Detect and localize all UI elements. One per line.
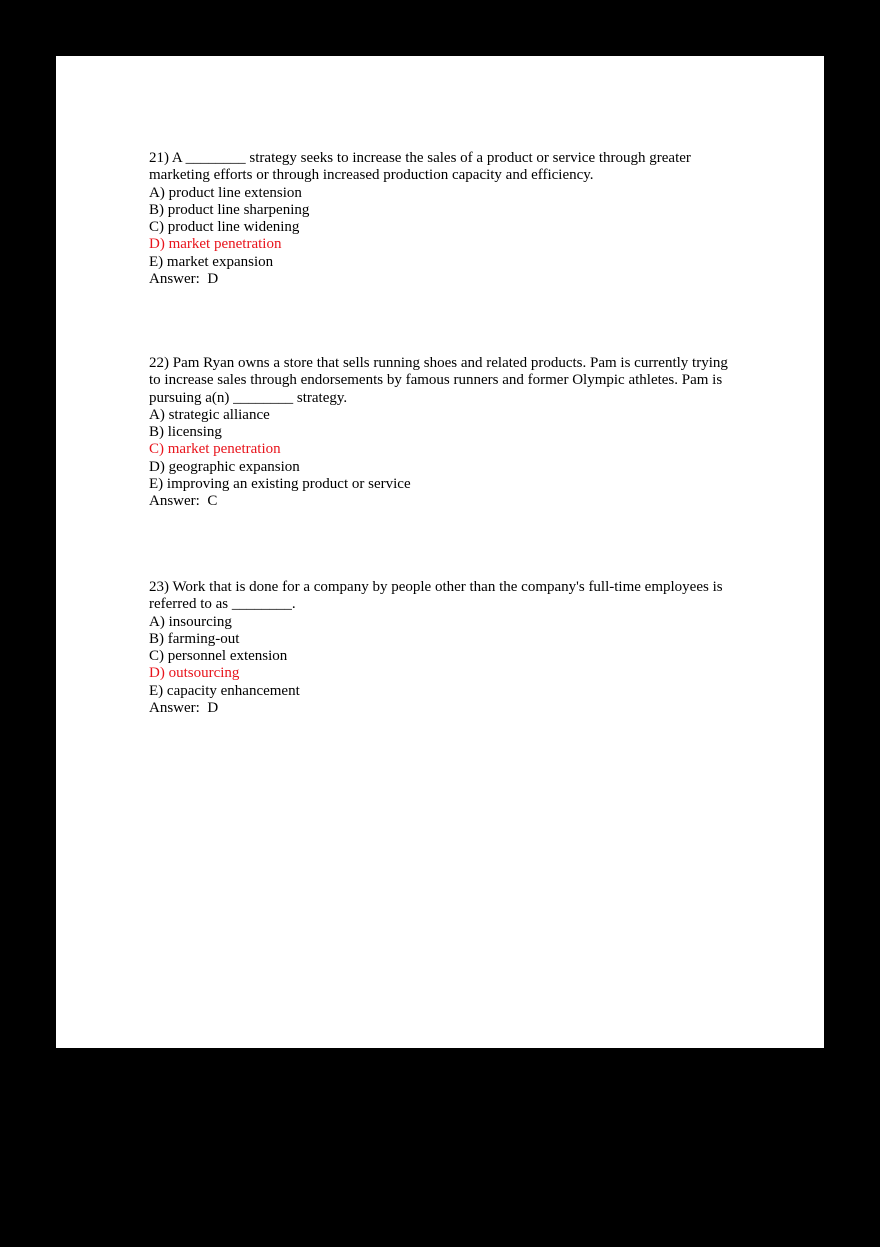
option-c: C) personnel extension [149,648,288,665]
question-23 [149,579,739,717]
option-d-correct: D) outsourcing [149,665,240,682]
question-21 [149,150,739,288]
option-b: B) farming-out [149,630,240,647]
answer-key: Answer: D [149,271,219,288]
option-b: B) product line sharpening [149,201,310,218]
option-e: E) capacity enhancement [149,682,300,699]
question-22 [149,355,739,511]
option-c-correct: C) market penetration [149,441,281,458]
option-d-correct: D) market penetration [149,236,282,253]
answer-key: Answer: C [149,493,218,510]
question-stem: 23) Work that is done for a company by people other than the company's full-time employees is referred to as ________. [149,579,723,613]
document-page [56,56,824,1048]
answer-key: Answer: D [149,700,219,717]
option-a: A) product line extension [149,184,302,201]
option-e: E) improving an existing product or service [149,476,411,493]
option-a: A) strategic alliance [149,406,270,423]
option-c: C) product line widening [149,219,300,236]
option-d: D) geographic expansion [149,458,300,475]
option-e: E) market expansion [149,253,274,270]
option-b: B) licensing [149,424,222,441]
question-stem: 22) Pam Ryan owns a store that sells running shoes and related products. Pam is currently trying to increase sales through endorsements by famous runners and former Olympic athletes. Pam is pursuing a(n) ________ strategy. [149,355,728,406]
question-stem: 21) A ________ strategy seeks to increase the sales of a product or service through greater marketing efforts or through increased production capacity and efficiency. [149,150,691,184]
option-a: A) insourcing [149,613,232,630]
